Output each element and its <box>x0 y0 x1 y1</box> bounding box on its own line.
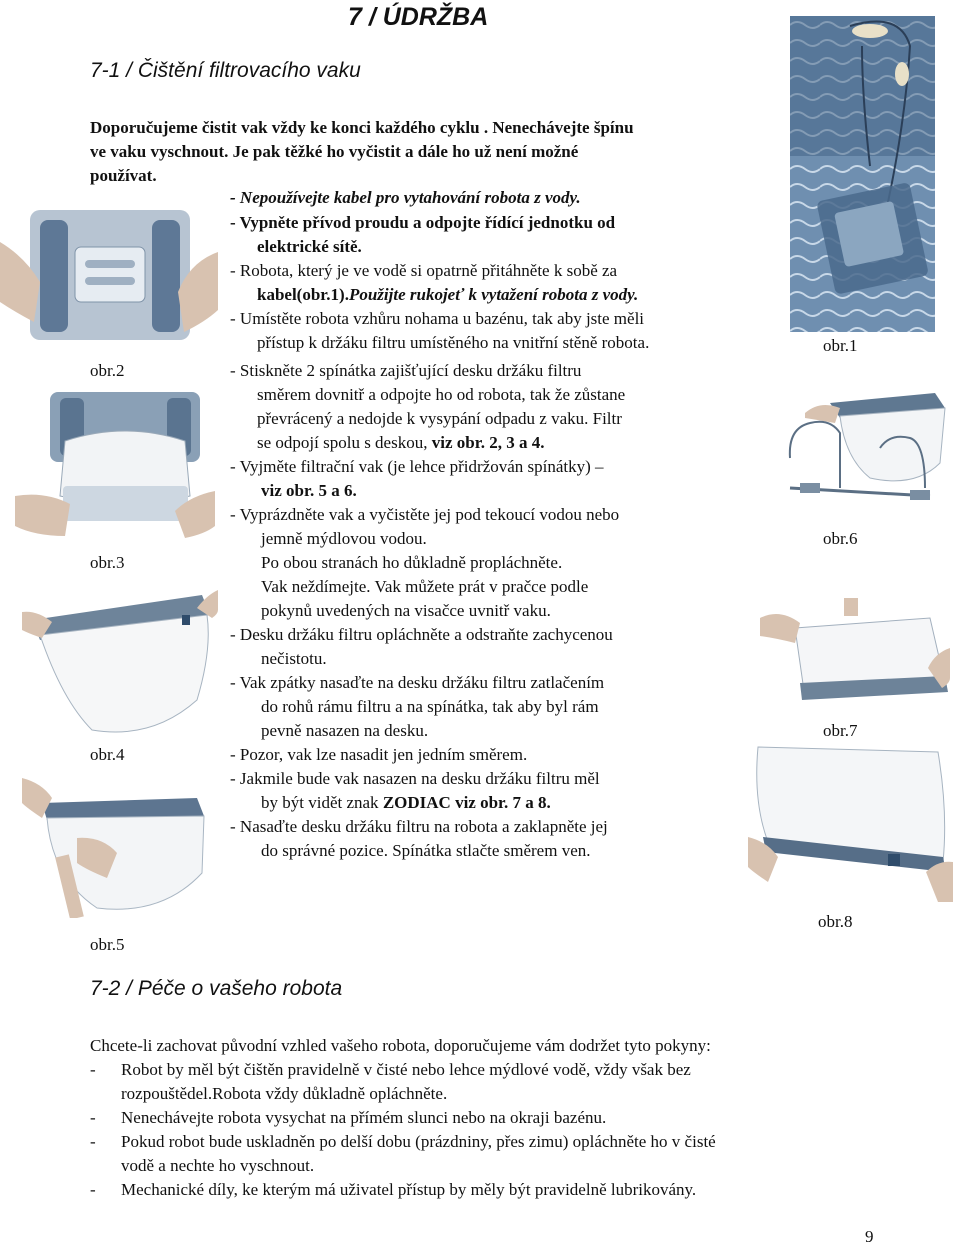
step-9c: pevně nasazen na desku. <box>261 721 429 740</box>
photo-obr6 <box>730 378 948 516</box>
section2-heading: 7-2 / Péče o vašeho robota <box>90 977 343 1000</box>
step-12a: - Nasaďte desku držáku filtru na robota a zaklapněte jej <box>230 817 608 836</box>
step-11b <box>261 791 551 815</box>
step-11b-ref: ZODIAC viz obr. 7 a 8. <box>382 793 551 812</box>
photo-obr1 <box>790 16 935 332</box>
care-item-3-line-1: Pokud robot bude uskladněn po delší dobu (prázdniny, přes zimu) opláchněte ho v čisté <box>121 1132 716 1151</box>
step-4b: přístup k držáku filtru umístěného na vnitřní stěně robota. <box>257 333 650 352</box>
step-3b-emph: Použijte rukojeť k vytažení robota z vody. <box>348 285 639 304</box>
care-item-4-line-1: Mechanické díly, ke kterým má uživatel přístup by měly být pravidelně lubrikovány. <box>121 1180 697 1199</box>
caption-obr8: obr.8 <box>818 912 853 931</box>
step-3b-ref: kabel(obr.1). <box>257 285 349 304</box>
intro-line-1: Doporučujeme čistit vak vždy ke konci každého cyklu . Nenechávejte špínu <box>90 118 634 137</box>
step-5d-text: se odpojí spolu s deskou, <box>257 433 432 452</box>
caption-obr4: obr.4 <box>90 745 125 764</box>
step-11b-text: by být vidět znak <box>261 793 383 812</box>
step-9b: do rohů rámu filtru a na spínátka, tak aby byl rám <box>261 697 599 716</box>
care-item-1-dash: - <box>90 1060 96 1079</box>
care-item-3-line-2: vodě a nechte ho vyschnout. <box>121 1156 315 1175</box>
step-5d <box>257 431 544 455</box>
photo-obr4 <box>22 590 218 740</box>
step-3b <box>257 283 638 307</box>
page-number: 9 <box>865 1227 874 1246</box>
care-item-4-dash: - <box>90 1180 96 1199</box>
care-item-3-dash: - <box>90 1132 96 1151</box>
step-7c: Po obou stranách ho důkladně propláchněte. <box>261 553 563 572</box>
care-item-1-line-2: rozpouštědel.Robota vždy důkladně opláchněte. <box>121 1084 448 1103</box>
photo-obr7 <box>760 588 950 716</box>
step-1: - Nepoužívejte kabel pro vytahování robota z vody. <box>230 188 581 207</box>
step-8a: - Desku držáku filtru opláchněte a odstraňte zachycenou <box>230 625 613 644</box>
step-5d-ref: viz obr. 2, 3 a 4. <box>431 433 545 452</box>
step-3a: - Robota, který je ve vodě si opatrně přitáhněte k sobě za <box>230 261 618 280</box>
step-5c: převrácený a nedojde k vysypání odpadu z vaku. Filtr <box>257 409 622 428</box>
caption-obr6: obr.6 <box>823 529 858 548</box>
step-6b: viz obr. 5 a 6. <box>261 481 357 500</box>
step-5b: směrem dovnitř a odpojte ho od robota, tak že zůstane <box>257 385 626 404</box>
intro-line-2: ve vaku vyschnout. Je pak těžké ho vyčistit a dále ho už není možné <box>90 142 579 161</box>
step-12b: do správné pozice. Spínátka stlačte směrem ven. <box>261 841 591 860</box>
caption-obr7: obr.7 <box>823 721 858 740</box>
care-item-1-line-1: Robot by měl být čištěn pravidelně v čisté nebo lehce mýdlové vodě, vždy však bez <box>121 1060 691 1079</box>
step-10: - Pozor, vak lze nasadit jen jedním směrem. <box>230 745 528 764</box>
photo-obr3 <box>15 386 215 546</box>
step-6a: - Vyjměte filtrační vak (je lehce přidržován spínátky) – <box>230 457 604 476</box>
caption-obr2: obr.2 <box>90 361 125 380</box>
step-4a: - Umístěte robota vzhůru nohama u bazénu, tak aby jste měli <box>230 309 645 328</box>
step-5a: - Stiskněte 2 spínátka zajišťující desku držáku filtru <box>230 361 582 380</box>
step-7d: Vak neždímejte. Vak můžete prát v pračce podle <box>261 577 589 596</box>
section2-intro: Chcete-li zachovat původní vzhled vašeho robota, doporučujeme vám dodržet tyto pokyny: <box>90 1036 711 1055</box>
section1-heading: 7-1 / Čištění filtrovacího vaku <box>90 59 361 82</box>
step-8b: nečistotu. <box>261 649 327 668</box>
step-7a: - Vyprázdněte vak a vyčistěte jej pod tekoucí vodou nebo <box>230 505 620 524</box>
care-item-2-line-1: Nenechávejte robota vysychat na přímém slunci nebo na okraji bazénu. <box>121 1108 607 1127</box>
step-11a: - Jakmile bude vak nasazen na desku držáku filtru měl <box>230 769 600 788</box>
caption-obr3: obr.3 <box>90 553 125 572</box>
caption-obr1: obr.1 <box>823 336 858 355</box>
step-2a: - Vypněte přívod proudu a odpojte řídící jednotku od <box>230 213 616 232</box>
step-9a: - Vak zpátky nasaďte na desku držáku filtru zatlačením <box>230 673 605 692</box>
intro-line-3: používat. <box>90 166 157 185</box>
photo-obr2 <box>0 202 218 352</box>
step-7b: jemně mýdlovou vodou. <box>261 529 427 548</box>
step-2b: elektrické sítě. <box>257 237 362 256</box>
caption-obr5: obr.5 <box>90 935 125 954</box>
care-item-2-dash: - <box>90 1108 96 1127</box>
photo-obr8 <box>748 742 953 902</box>
photo-obr5 <box>22 778 212 918</box>
step-7e: pokynů uvedených na visačce uvnitř vaku. <box>261 601 551 620</box>
chapter-title: 7 / ÚDRŽBA <box>348 3 489 31</box>
